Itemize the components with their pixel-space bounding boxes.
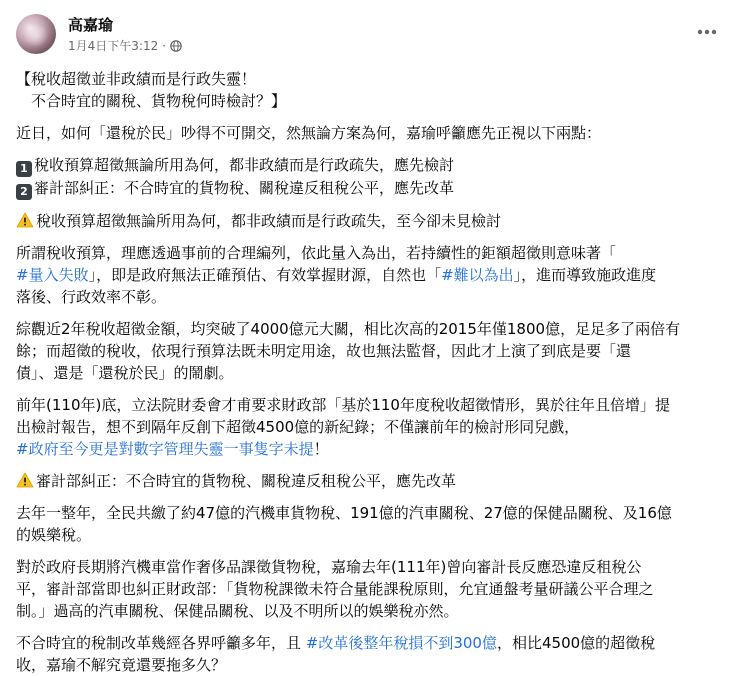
- warning-icon: [16, 212, 34, 228]
- paragraph-1-text-d: 落後、行政效率不彰。: [16, 288, 167, 306]
- paragraph-2-line: 綜觀近2年稅收超徵金額，均突破了4000億元大關，相比次高的2015年僅1800億，足足多了兩倍有: [16, 320, 681, 338]
- post-title-line-1: 【稅收超徵並非政績而是行政失靈！: [16, 70, 257, 88]
- warning-icon: [16, 472, 34, 488]
- section-1-heading-text: 稅收預算超徵無論所用為何，都非政績而是行政疏失，至今卻未見檢討: [36, 212, 502, 230]
- paragraph-5: [16, 556, 731, 622]
- hashtag-link[interactable]: #政府至今更是對數字管理失靈一事隻字未提: [16, 440, 314, 458]
- avatar[interactable]: [16, 14, 56, 54]
- section-2-heading: [16, 470, 731, 492]
- intro-paragraph: 近日，如何「還稅於民」吵得不可開交，然無論方案為何，嘉瑜呼籲應先正視以下兩點：: [16, 124, 602, 142]
- author-name[interactable]: 高嘉瑜: [68, 16, 114, 34]
- paragraph-2: [16, 318, 731, 384]
- paragraph-4-line: 的娛樂稅。: [16, 526, 92, 544]
- paragraph-2-line: 債」、還是「還稅於民」的鬧劇。: [16, 364, 234, 382]
- post-content: [16, 68, 731, 676]
- paragraph-5-line: 平，審計部當即也糾正財政部：「貨物稅課徵未符合量能課稅原則，允宜通盤考量研議公平合理之: [16, 580, 654, 598]
- paragraph-5-line: 制。」過高的汽車關稅、保健品關稅、以及不明所以的娛樂稅亦然。: [16, 602, 459, 620]
- paragraph-6: [16, 632, 731, 676]
- paragraph-3: [16, 394, 731, 460]
- paragraph-2-line: 餘；而超徵的稅收，依現行預算法既未明定用途，故也無法監督，因此才上演了到底是要「還: [16, 342, 632, 360]
- hashtag-link[interactable]: #改革後整年稅損不到300億: [305, 634, 497, 652]
- point-2: [16, 177, 731, 200]
- paragraph-6-text-b: ，相比4500億的超徵稅: [496, 634, 656, 652]
- section-2-heading-text: 審計部糾正：不合時宜的貨物稅、關稅違反租稅公平，應先改革: [36, 472, 457, 490]
- paragraph-3-line: 出檢討報告，想不到隔年反創下超徵4500億的新紀錄；不僅讓前年的檢討形同兒戲，: [16, 418, 580, 436]
- paragraph-1-text-b: 」，即是政府無法正確預估、有效掌握財源，自然也「: [88, 266, 442, 284]
- post-timestamp[interactable]: 1月4日下午3:12: [68, 39, 159, 53]
- point-1-text: 稅收預算超徵無論所用為何，都非政績而是行政疏失，應先檢討: [34, 156, 455, 174]
- paragraph-6-text-a: 不合時宜的稅制改革幾經各界呼籲多年，且: [16, 634, 306, 652]
- paragraph-3-tail: ！: [313, 440, 329, 458]
- paragraph-4-line: 去年一整年，全民共繳了約47億的汽機車貨物稅、191億的汽車關稅、27億的保健品關稅、及16億: [16, 504, 672, 522]
- globe-icon[interactable]: [170, 40, 182, 52]
- section-1-heading: [16, 210, 731, 232]
- hashtag-link[interactable]: #量入失敗: [16, 266, 89, 284]
- point-2-text: 審計部糾正：不合時宜的貨物稅、關稅違反租稅公平，應先改革: [34, 179, 455, 197]
- point-1: [16, 154, 731, 177]
- post-header: [16, 12, 727, 56]
- paragraph-3-line: 前年(110年)底，立法院財委會才甫要求財政部「基於110年度稅收超徵情形，異於往年且倍增」提: [16, 396, 670, 414]
- meta-separator: ·: [162, 38, 167, 53]
- post-meta: [68, 37, 182, 54]
- paragraph-1-text-a: 所謂稅收預算，理應透過事前的合理編列，依此量入為出，若持續性的鉅額超徵則意味著「: [16, 244, 617, 262]
- more-options-icon[interactable]: [695, 20, 719, 44]
- paragraph-6-text-c: 收，嘉瑜不解究竟還要拖多久？: [16, 656, 227, 674]
- paragraph-4: [16, 502, 731, 546]
- keycap-1-icon: 1: [16, 161, 32, 177]
- hashtag-link[interactable]: #難以為出: [441, 266, 514, 284]
- paragraph-1: [16, 242, 731, 308]
- paragraph-5-line: 對於政府長期將汽機車當作奢侈品課徵貨物稅，嘉瑜去年(111年)曾向審計長反應恐違反租稅公: [16, 558, 642, 576]
- keycap-2-icon: 2: [16, 184, 32, 200]
- paragraph-1-text-c: 」，進而導致施政進度: [513, 266, 657, 284]
- post-title-line-2: 不合時宜的關稅、貨物稅何時檢討？】: [16, 92, 287, 110]
